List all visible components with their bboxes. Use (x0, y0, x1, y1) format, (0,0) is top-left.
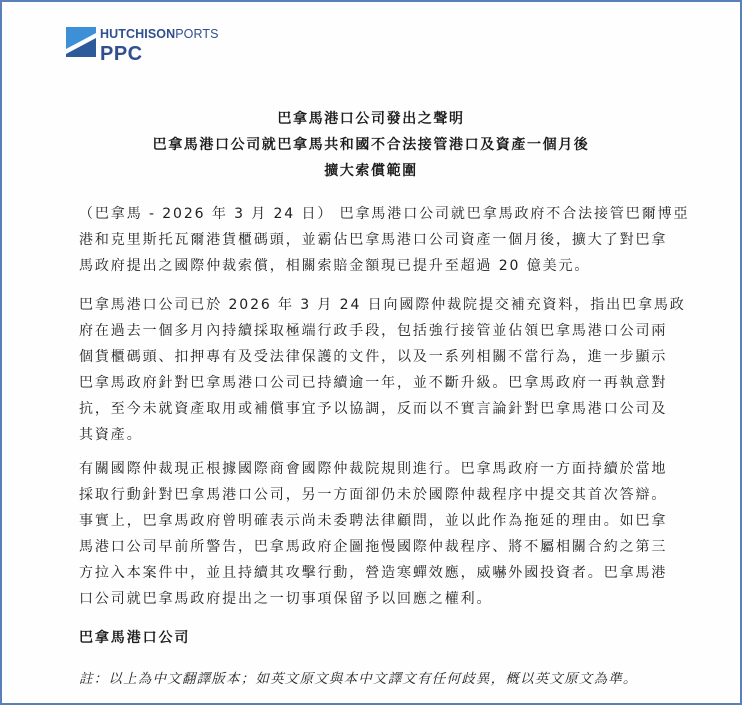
text-line: 口公司就巴拿馬政府提出之一切事項保留予以回應之權利。 (79, 591, 493, 607)
text-line: 馬港口公司早前所警告，巴拿馬政府企圖拖慢國際仲裁程序、將不屬相關合約之第三 (79, 539, 668, 555)
paragraph-3 (79, 456, 669, 612)
statement-titles (2, 106, 740, 184)
text-line: 有關國際仲裁現正根據國際商會國際仲裁院規則進行。巴拿馬政府一方面持續於當地 (79, 461, 668, 477)
text-line: 採取行動針對巴拿馬港口公司，另一方面卻仍未於國際仲裁程序中提交其首次答辯。 (79, 487, 668, 503)
text-line: 抗，至今未就資產取用或補償事宜予以協調，反而以不實言論針對巴拿馬港口公司及 (79, 401, 668, 417)
title-line: 巴拿馬港口公司就巴拿馬共和國不合法接管港口及資產一個月後 (152, 137, 590, 153)
logo-subbrand: PPC (100, 42, 143, 65)
text-line: 事實上，巴拿馬政府曾明確表示尚未委聘法律顧問，並以此作為拖延的理由。如巴拿 (79, 513, 668, 529)
logo-mark-icon (66, 27, 96, 57)
title-line: 巴拿馬港口公司發出之聲明 (277, 111, 465, 127)
paragraph-2 (79, 292, 686, 448)
text-line: 個貨櫃碼頭、扣押專有及受法律保護的文件，以及一系列相關不當行為，進一步顯示 (79, 349, 668, 365)
paragraph-1 (79, 201, 690, 279)
text-line: 港和克里斯托瓦爾港貨櫃碼頭，並霸佔巴拿馬港口公司資產一個月後，擴大了對巴拿 (79, 232, 668, 248)
hutchison-ports-ppc-logo (66, 26, 219, 64)
text-line: 方拉入本案件中，並且持續其攻擊行動，營造寒蟬效應，威嚇外國投資者。巴拿馬港 (79, 565, 668, 581)
translation-note: 註：以上為中文翻譯版本；如英文原文與本中文譯文有任何歧異，概以英文原文為準。 (79, 671, 638, 687)
text-line: 巴拿馬政府針對巴拿馬港口公司已持續逾一年，並不斷升級。巴拿馬政府一再執意對 (79, 375, 668, 391)
text-line: （巴拿馬 - 2026 年 3 月 24 日） 巴拿馬港口公司就巴拿馬政府不合法接管巴爾博亞 (79, 206, 690, 222)
text-line: 府在過去一個多月內持續採取極端行政手段，包括強行接管並佔領巴拿馬港口公司兩 (79, 323, 668, 339)
title-line: 擴大索償範圍 (324, 163, 418, 179)
text-line: 巴拿馬港口公司已於 2026 年 3 月 24 日向國際仲裁院提交補充資料，指出巴拿馬政 (79, 297, 686, 313)
signature: 巴拿馬港口公司 (79, 630, 191, 646)
logo-brand-name: HUTCHISONPORTS (100, 27, 219, 41)
text-line: 馬政府提出之國際仲裁索償，相關索賠金額現已提升至超過 20 億美元。 (79, 258, 591, 274)
text-line: 其資產。 (79, 427, 143, 443)
